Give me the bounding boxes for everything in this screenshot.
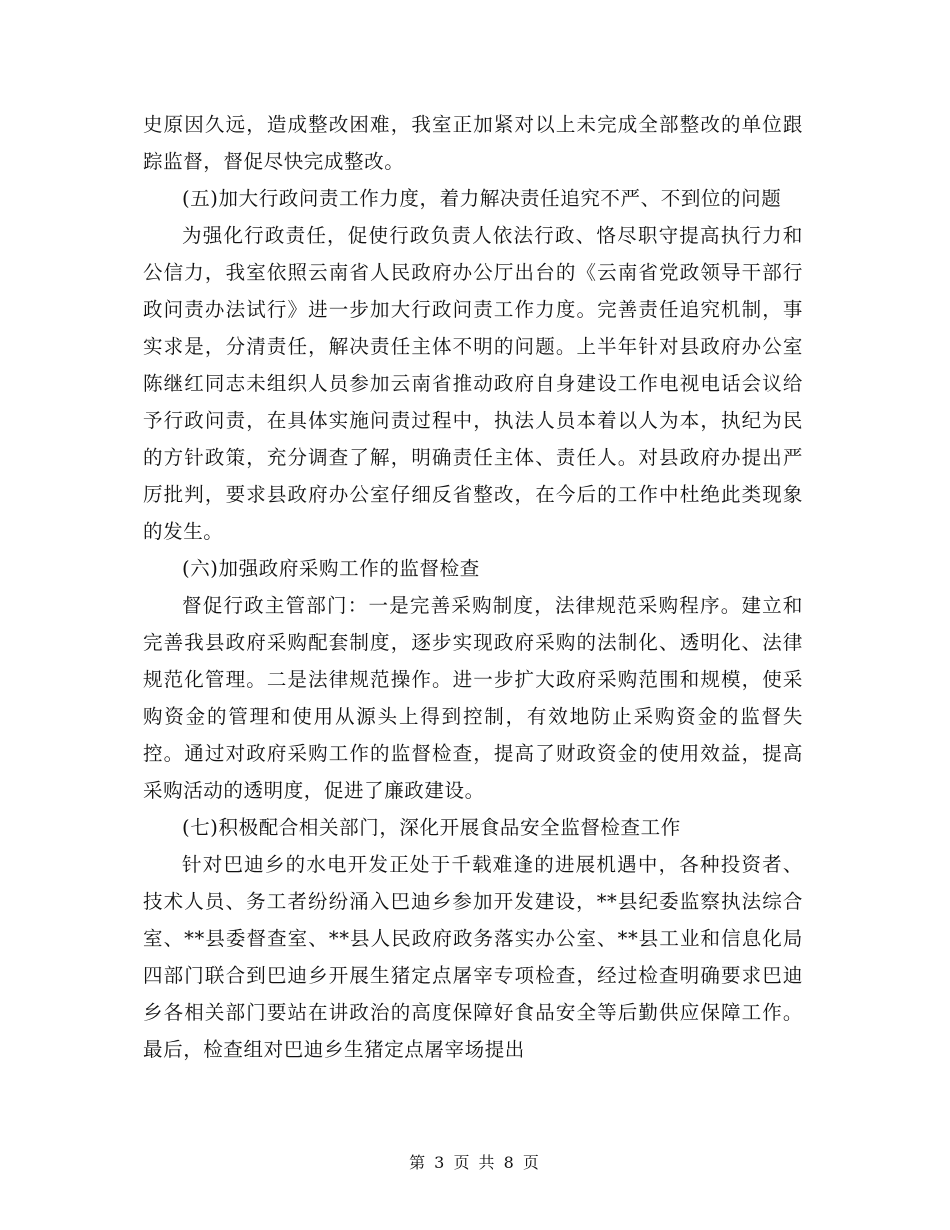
- section-heading-6: (六)加强政府采购工作的监督检查: [182, 557, 480, 580]
- section-heading-5: (五)加大行政问责工作力度，着力解决责任追究不严、不到位的问题: [182, 187, 782, 210]
- paragraph-food-safety: 针对巴迪乡的水电开发正处于千载难逢的进展机遇中，各种投资者、技术人员、务工者纷纷涌入巴迪乡参加开发建设，**县纪委监察执法综合室、**县委督查室、**县人民政府政务落实办公室、**县工业和信息化局四部门联合到巴迪乡开展生猪定点屠宰专项检查，经过检查明确要求巴迪乡各相关部门要站在讲政治的高度保障好食品安全等后勤供应保障工作。最后，检查组对巴迪乡生猪定点屠宰场提出: [143, 853, 803, 1061]
- paragraph-accountability: 为强化行政责任，促使行政负责人依法行政、恪尽职守提高执行力和公信力，我室依照云南省人民政府办公厅出台的《云南省党政领导干部行政问责办法试行》进一步加大行政问责工作力度。完善责任追究机制，事实求是，分清责任，解决责任主体不明的问题。上半年针对县政府办公室陈继红同志未组织人员参加云南省推动政府自身建设工作电视电话会议给予行政问责，在具体实施问责过程中，执法人员本着以人为本，执纪为民的方针政策，充分调查了解，明确责任主体、责任人。对县政府办提出严厉批判，要求县政府办公室仔细反省整改，在今后的工作中杜绝此类现象的发生。: [143, 224, 803, 543]
- paragraph-continuation: 史原因久远，造成整改困难，我室正加紧对以上未完成全部整改的单位跟踪监督，督促尽快完成整改。: [143, 113, 803, 173]
- section-heading-7: (七)积极配合相关部门，深化开展食品安全监督检查工作: [182, 816, 681, 839]
- document-body: [143, 106, 803, 1068]
- page-number-footer: 第 3 页 共 8 页: [409, 1153, 541, 1172]
- paragraph-procurement: 督促行政主管部门：一是完善采购制度，法律规范采购程序。建立和完善我县政府采购配套制度，逐步实现政府采购的法制化、透明化、法律规范化管理。二是法律规范操作。进一步扩大政府采购范围和规模，使采购资金的管理和使用从源头上得到控制，有效地防止采购资金的监督失控。通过对政府采购工作的监督检查，提高了财政资金的使用效益，提高采购活动的透明度，促进了廉政建设。: [143, 594, 803, 802]
